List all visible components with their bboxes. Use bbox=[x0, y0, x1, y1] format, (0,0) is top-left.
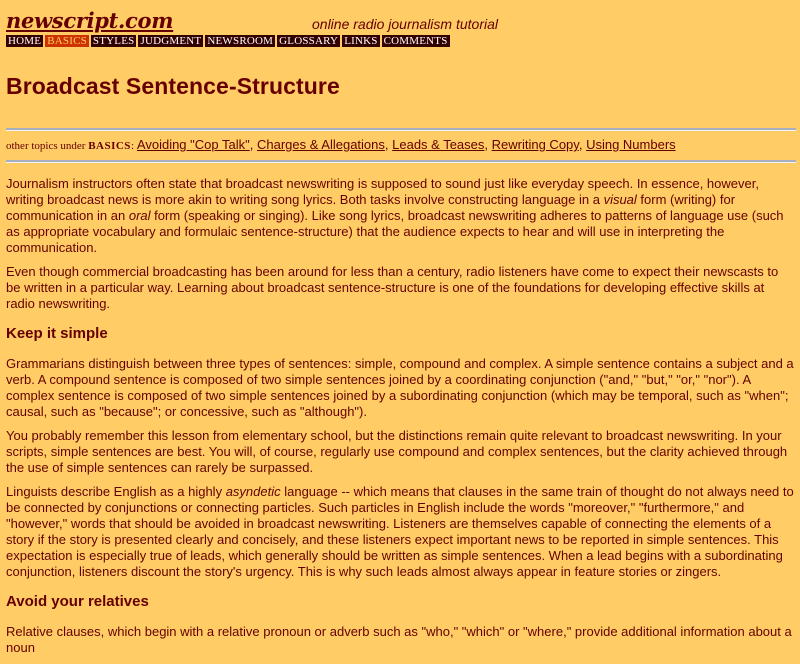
other-topics-section: BASICS bbox=[88, 140, 131, 152]
other-topics-colon: : bbox=[130, 140, 134, 152]
nav-glossary[interactable]: GLOSSARY bbox=[279, 35, 339, 47]
nav-newsroom[interactable]: NEWSROOM bbox=[207, 35, 274, 47]
site-logo[interactable]: newscript.com bbox=[6, 8, 174, 33]
emphasis-asyndetic: asyndetic bbox=[225, 484, 281, 499]
topic-separator: , bbox=[249, 137, 257, 152]
article-body bbox=[6, 176, 796, 656]
main-nav bbox=[6, 35, 796, 47]
site-tagline: online radio journalism tutorial bbox=[312, 16, 498, 32]
paragraph-commercial: Even though commercial broadcasting has been around for less than a century, radio listeners have come to expect their newscasts to be written in a particular way. Learning about broadcast sentence-structure is one of the foundations for developing effective skills at radio newswriting. bbox=[6, 264, 779, 311]
heading-keep-it-simple: Keep it simple bbox=[6, 325, 108, 342]
page bbox=[6, 0, 796, 664]
nav-home[interactable]: HOME bbox=[8, 35, 42, 47]
paragraph-relative-clauses: Relative clauses, which begin with a relative pronoun or adverb such as "who," "which" or "where," provide additional information about a noun bbox=[6, 624, 792, 655]
topic-link-using-numbers[interactable]: Using Numbers bbox=[586, 137, 676, 152]
masthead bbox=[6, 0, 796, 33]
nav-links[interactable]: LINKS bbox=[344, 35, 378, 47]
paragraph-simple-best: You probably remember this lesson from elementary school, but the distinctions remain quite relevant to broadcast newswriting. In your scripts, simple sentences are best. You will, of course, regularly use compound and complex sentences, but the clarity achieved through the use of simple sentences can rarely be surpassed. bbox=[6, 428, 788, 475]
topic-separator: , bbox=[484, 137, 492, 152]
other-topics bbox=[6, 130, 796, 160]
nav-judgment[interactable]: JUDGMENT bbox=[140, 35, 202, 47]
nav-basics[interactable]: BASICS bbox=[47, 35, 87, 47]
emphasis-visual: visual bbox=[603, 192, 637, 207]
topic-separator: , bbox=[578, 137, 587, 152]
topic-link-rewriting-copy[interactable]: Rewriting Copy bbox=[491, 137, 579, 152]
nav-comments[interactable]: COMMENTS bbox=[383, 35, 448, 47]
paragraph-asyndetic bbox=[6, 484, 796, 580]
other-topics-label bbox=[6, 140, 134, 152]
paragraph-sentence-types: Grammarians distinguish between three types of sentences: simple, compound and complex. A simple sentence contains a subject and a verb. A compound sentence is composed of two simple sentences joined by a coordinating conjunction ("and," "but," "or," "nor"). A complex sentence is composed of two simple sentences joined by a subordinating conjunction (which may be temporal, such as "when"; causal, such as "because"; or concessive, such as "although"). bbox=[6, 356, 794, 419]
text-run: form (writing) for communication in an bbox=[6, 192, 736, 223]
text-run: Journalism instructors often state that broadcast newswriting is supposed to sound just like everyday speech. In essence, however, writing broadcast news is more akin to writing song lyrics. Both tasks involve constructing language in a bbox=[6, 176, 759, 207]
divider-bottom bbox=[6, 160, 796, 162]
nav-styles[interactable]: STYLES bbox=[92, 35, 135, 47]
topic-link-cop-talk[interactable]: Avoiding "Cop Talk" bbox=[136, 137, 250, 152]
page-title: Broadcast Sentence-Structure bbox=[6, 73, 340, 99]
emphasis-oral: oral bbox=[128, 208, 151, 223]
topic-link-leads-teases[interactable]: Leads & Teases bbox=[392, 137, 485, 152]
other-topics-prefix: other topics under bbox=[6, 140, 89, 152]
heading-avoid-relatives: Avoid your relatives bbox=[6, 593, 149, 610]
paragraph-intro bbox=[6, 176, 796, 256]
text-run: language -- which means that clauses in the same train of thought do not always need to be connected by conjunctions or connecting particles. Such particles in English include the words "moreover," "furthermore," and "however," words that should be avoided in broadcast newswriting. Listeners are themselves capable of connecting the elements of a story if the story is presented clearly and concisely, and these listeners expect important news to be reported in simple sentences. This expectation is especially true of leads, which generally should be written as simple sentences. When a lead begins with a subordinating conjunction, listeners discount the story's urgency. This is why such leads almost always appear in feature stories or zingers. bbox=[6, 484, 794, 579]
text-run: form (speaking or singing). Like song lyrics, broadcast newswriting adheres to patterns of language use (such as appropriate vocabulary and formulaic sentence-structure) that the audience expects to hear and will use in interpreting the communication. bbox=[6, 208, 784, 255]
text-run: Linguists describe English as a highly bbox=[6, 484, 226, 499]
topic-separator: , bbox=[384, 137, 393, 152]
topic-link-charges-allegations[interactable]: Charges & Allegations bbox=[256, 137, 385, 152]
